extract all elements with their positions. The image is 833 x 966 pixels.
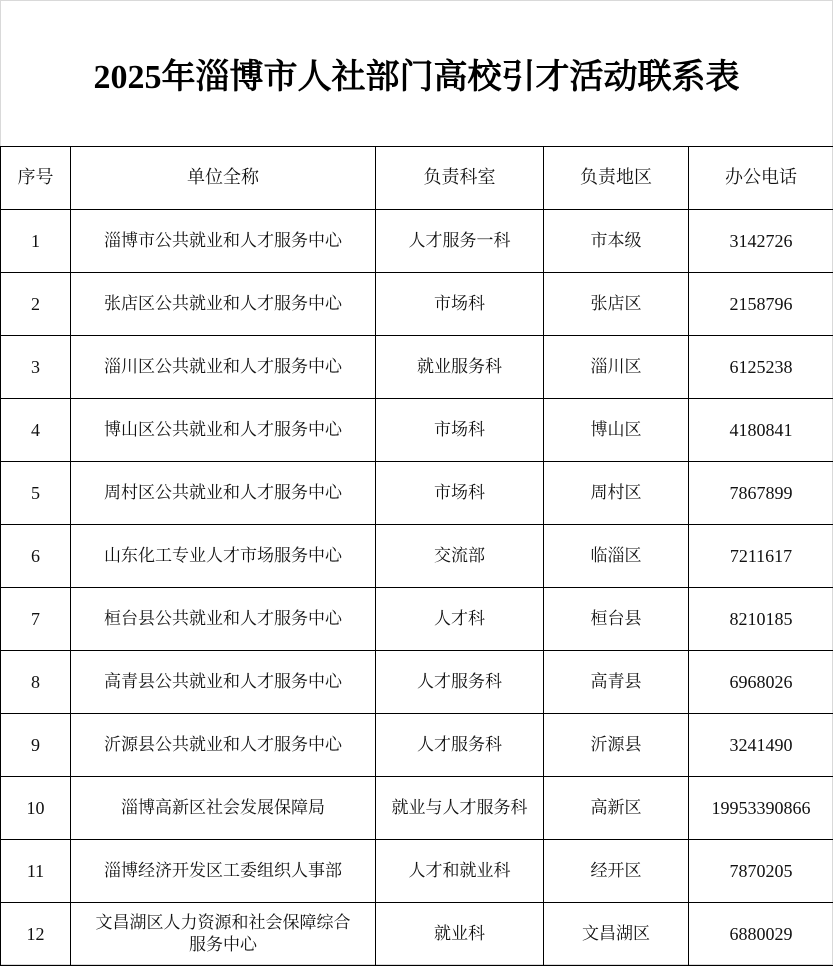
area: 市本级	[544, 210, 689, 273]
row-number: 9	[1, 714, 71, 777]
table-row	[1, 840, 833, 903]
unit-name: 淄博高新区社会发展保障局	[71, 777, 376, 840]
area: 文昌湖区	[544, 903, 689, 966]
office-phone: 2158796	[689, 273, 833, 336]
department: 人才和就业科	[376, 840, 544, 903]
department: 就业与人才服务科	[376, 777, 544, 840]
row-number: 4	[1, 399, 71, 462]
table-row	[1, 399, 833, 462]
office-phone: 7870205	[689, 840, 833, 903]
area: 高青县	[544, 651, 689, 714]
table-row	[1, 714, 833, 777]
unit-name: 淄川区公共就业和人才服务中心	[71, 336, 376, 399]
unit-name: 博山区公共就业和人才服务中心	[71, 399, 376, 462]
office-phone: 6880029	[689, 903, 833, 966]
department: 市场科	[376, 273, 544, 336]
table-row	[1, 777, 833, 840]
unit-name: 桓台县公共就业和人才服务中心	[71, 588, 376, 651]
unit-name: 张店区公共就业和人才服务中心	[71, 273, 376, 336]
table-row	[1, 588, 833, 651]
area: 张店区	[544, 273, 689, 336]
area: 博山区	[544, 399, 689, 462]
row-number: 1	[1, 210, 71, 273]
office-phone: 7867899	[689, 462, 833, 525]
table-row	[1, 651, 833, 714]
department: 就业科	[376, 903, 544, 966]
table-row	[1, 210, 833, 273]
page-title: 2025年淄博市人社部门高校引才活动联系表	[0, 0, 833, 146]
unit-name: 高青县公共就业和人才服务中心	[71, 651, 376, 714]
department: 人才服务一科	[376, 210, 544, 273]
table-header-row	[1, 147, 833, 210]
area: 桓台县	[544, 588, 689, 651]
table-row	[1, 273, 833, 336]
table-row	[1, 903, 833, 966]
row-number: 6	[1, 525, 71, 588]
department: 人才服务科	[376, 714, 544, 777]
header-no: 序号	[1, 147, 71, 210]
table-row	[1, 462, 833, 525]
unit-name: 周村区公共就业和人才服务中心	[71, 462, 376, 525]
row-number: 8	[1, 651, 71, 714]
department: 人才科	[376, 588, 544, 651]
department: 就业服务科	[376, 336, 544, 399]
area: 临淄区	[544, 525, 689, 588]
office-phone: 3142726	[689, 210, 833, 273]
header-phone: 办公电话	[689, 147, 833, 210]
row-number: 12	[1, 903, 71, 966]
row-number: 10	[1, 777, 71, 840]
department: 交流部	[376, 525, 544, 588]
area: 高新区	[544, 777, 689, 840]
department: 市场科	[376, 399, 544, 462]
header-area: 负责地区	[544, 147, 689, 210]
unit-name: 淄博经济开发区工委组织人事部	[71, 840, 376, 903]
row-number: 5	[1, 462, 71, 525]
office-phone: 3241490	[689, 714, 833, 777]
office-phone: 4180841	[689, 399, 833, 462]
area: 周村区	[544, 462, 689, 525]
header-unit: 单位全称	[71, 147, 376, 210]
row-number: 3	[1, 336, 71, 399]
table-row	[1, 525, 833, 588]
area: 沂源县	[544, 714, 689, 777]
office-phone: 8210185	[689, 588, 833, 651]
unit-name: 沂源县公共就业和人才服务中心	[71, 714, 376, 777]
row-number: 2	[1, 273, 71, 336]
area: 淄川区	[544, 336, 689, 399]
row-number: 7	[1, 588, 71, 651]
unit-name: 文昌湖区人力资源和社会保障综合服务中心	[71, 903, 376, 966]
office-phone: 6968026	[689, 651, 833, 714]
unit-name: 山东化工专业人才市场服务中心	[71, 525, 376, 588]
row-number: 11	[1, 840, 71, 903]
office-phone: 7211617	[689, 525, 833, 588]
department: 市场科	[376, 462, 544, 525]
office-phone: 19953390866	[689, 777, 833, 840]
table-row	[1, 336, 833, 399]
header-dept: 负责科室	[376, 147, 544, 210]
area: 经开区	[544, 840, 689, 903]
office-phone: 6125238	[689, 336, 833, 399]
department: 人才服务科	[376, 651, 544, 714]
contact-table	[0, 146, 833, 966]
unit-name: 淄博市公共就业和人才服务中心	[71, 210, 376, 273]
